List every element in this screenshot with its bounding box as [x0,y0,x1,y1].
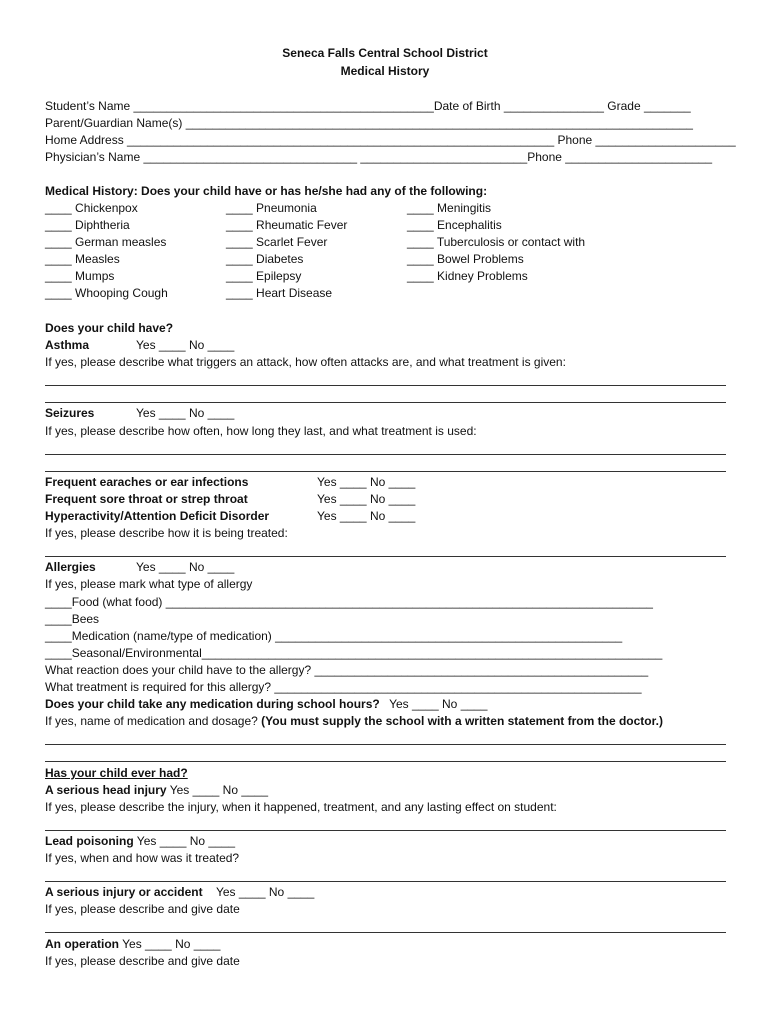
answer-line[interactable] [45,932,726,933]
history-item[interactable]: ____ Meningitis [407,201,492,215]
history-item[interactable]: ____ Measles [45,252,120,266]
physician-line[interactable]: Physician’s Name ________________________________ _________________________Phone ______________________ [45,150,713,164]
lead-poisoning-description: If yes, when and how was it treated? [45,851,240,865]
allergy-seasonal-line[interactable]: ____Seasonal/Environmental_____________________________________________________________________ [45,646,663,660]
head-injury-yes-no[interactable]: Yes ____ No ____ [169,783,269,797]
operation-description: If yes, please describe and give date [45,954,240,968]
accident-label: A serious injury or accident [45,885,203,899]
operation-row [45,937,220,951]
allergies-yes-no[interactable]: Yes ____ No ____ [136,560,235,574]
does-child-have-heading: Does your child have? [45,321,174,335]
condition-yes-no[interactable]: Yes ____ No ____ [317,492,416,506]
answer-line[interactable] [45,402,726,403]
form-title: Medical History [340,64,430,78]
history-column-2 [226,201,347,303]
ever-had-heading: Has your child ever had? [45,766,188,780]
allergy-medication-line[interactable]: ____Medication (name/type of medication) ____________________________________________________ [45,629,623,643]
school-medication-yes-no[interactable]: Yes ____ No ____ [389,697,488,711]
condition-yes-no[interactable]: Yes ____ No ____ [317,475,416,489]
allergies-label: Allergies [45,560,96,574]
home-address-line[interactable]: Home Address ________________________________________________________________ Phone _____________________ [45,133,736,147]
district-name: Seneca Falls Central School District [282,46,488,60]
condition-yes-no[interactable]: Yes ____ No ____ [317,509,416,523]
answer-line[interactable] [45,556,726,557]
condition-label: Frequent earaches or ear infections [45,475,249,489]
doctor-statement-note: (You must supply the school with a written statement from the doctor.) [261,714,663,728]
answer-line[interactable] [45,830,726,831]
dosage-row [45,714,663,728]
dosage-question: If yes, name of medication and dosage? [45,714,258,728]
answer-line[interactable] [45,471,726,472]
condition-label: Frequent sore throat or strep throat [45,492,248,506]
asthma-yes-no[interactable]: Yes ____ No ____ [136,338,235,352]
history-item[interactable]: ____ Whooping Cough [45,286,168,300]
answer-line[interactable] [45,881,726,882]
answer-line[interactable] [45,385,726,386]
accident-row [45,885,314,899]
student-name-line[interactable]: Student’s Name _____________________________________________Date of Birth _______________ Grade _______ [45,99,691,113]
answer-line[interactable] [45,454,726,455]
allergy-bees-line[interactable]: ____Bees [45,612,100,626]
history-item[interactable]: ____ Bowel Problems [407,252,524,266]
operation-label: An operation [45,937,119,951]
history-item[interactable]: ____ Epilepsy [226,269,302,283]
history-item[interactable]: ____ Tuberculosis or contact with [407,235,586,249]
history-item[interactable]: ____ Rheumatic Fever [226,218,348,232]
history-item[interactable]: ____ Heart Disease [226,286,333,300]
head-injury-description: If yes, please describe the injury, when it happened, treatment, and any lasting effect on student: [45,800,557,814]
history-item[interactable]: ____ Diphtheria [45,218,130,232]
medical-history-heading: Medical History: Does your child have or has he/she had any of the following: [45,184,488,198]
asthma-description: If yes, please describe what triggers an attack, how often attacks are, and what treatment is given: [45,355,566,369]
history-column-3 [407,201,585,286]
history-item[interactable]: ____ Mumps [45,269,115,283]
condition-label: Hyperactivity/Attention Deficit Disorder [45,509,270,523]
lead-poisoning-row [45,834,235,848]
head-injury-row [45,783,268,797]
asthma-label: Asthma [45,338,90,352]
allergy-type-prompt: If yes, please mark what type of allergy [45,577,253,591]
history-column-1 [45,201,168,303]
seizures-description: If yes, please describe how often, how long they last, and what treatment is used: [45,424,477,438]
history-item[interactable]: ____ German measles [45,235,167,249]
allergy-reaction-line[interactable]: What reaction does your child have to the allergy? __________________________________________________ [45,663,649,677]
history-item[interactable]: ____ Kidney Problems [407,269,528,283]
operation-yes-no[interactable]: Yes ____ No ____ [122,937,221,951]
seizures-label: Seizures [45,406,95,420]
head-injury-label: A serious head injury [45,783,167,797]
accident-yes-no[interactable]: Yes ____ No ____ [215,885,315,899]
history-item[interactable]: ____ Diabetes [226,252,304,266]
lead-poisoning-label: Lead poisoning [45,834,134,848]
school-medication-question: Does your child take any medication during school hours? [45,697,380,711]
allergy-food-line[interactable]: ____Food (what food) _________________________________________________________________________ [45,595,653,609]
history-item[interactable]: ____ Scarlet Fever [226,235,328,249]
history-item[interactable]: ____ Chickenpox [45,201,138,215]
lead-poisoning-yes-no[interactable]: Yes ____ No ____ [136,834,236,848]
history-item[interactable]: ____ Encephalitis [407,218,502,232]
school-medication-row [45,697,487,711]
seizures-yes-no[interactable]: Yes ____ No ____ [136,406,235,420]
accident-description: If yes, please describe and give date [45,902,240,916]
answer-line[interactable] [45,744,726,745]
parent-name-line[interactable]: Parent/Guardian Name(s) ____________________________________________________________________________ [45,116,693,130]
allergy-treatment-line[interactable]: What treatment is required for this allergy? _______________________________________________________ [45,680,642,694]
history-item[interactable]: ____ Pneumonia [226,201,317,215]
answer-line[interactable] [45,761,726,762]
treatment-description: If yes, please describe how it is being treated: [45,526,288,540]
